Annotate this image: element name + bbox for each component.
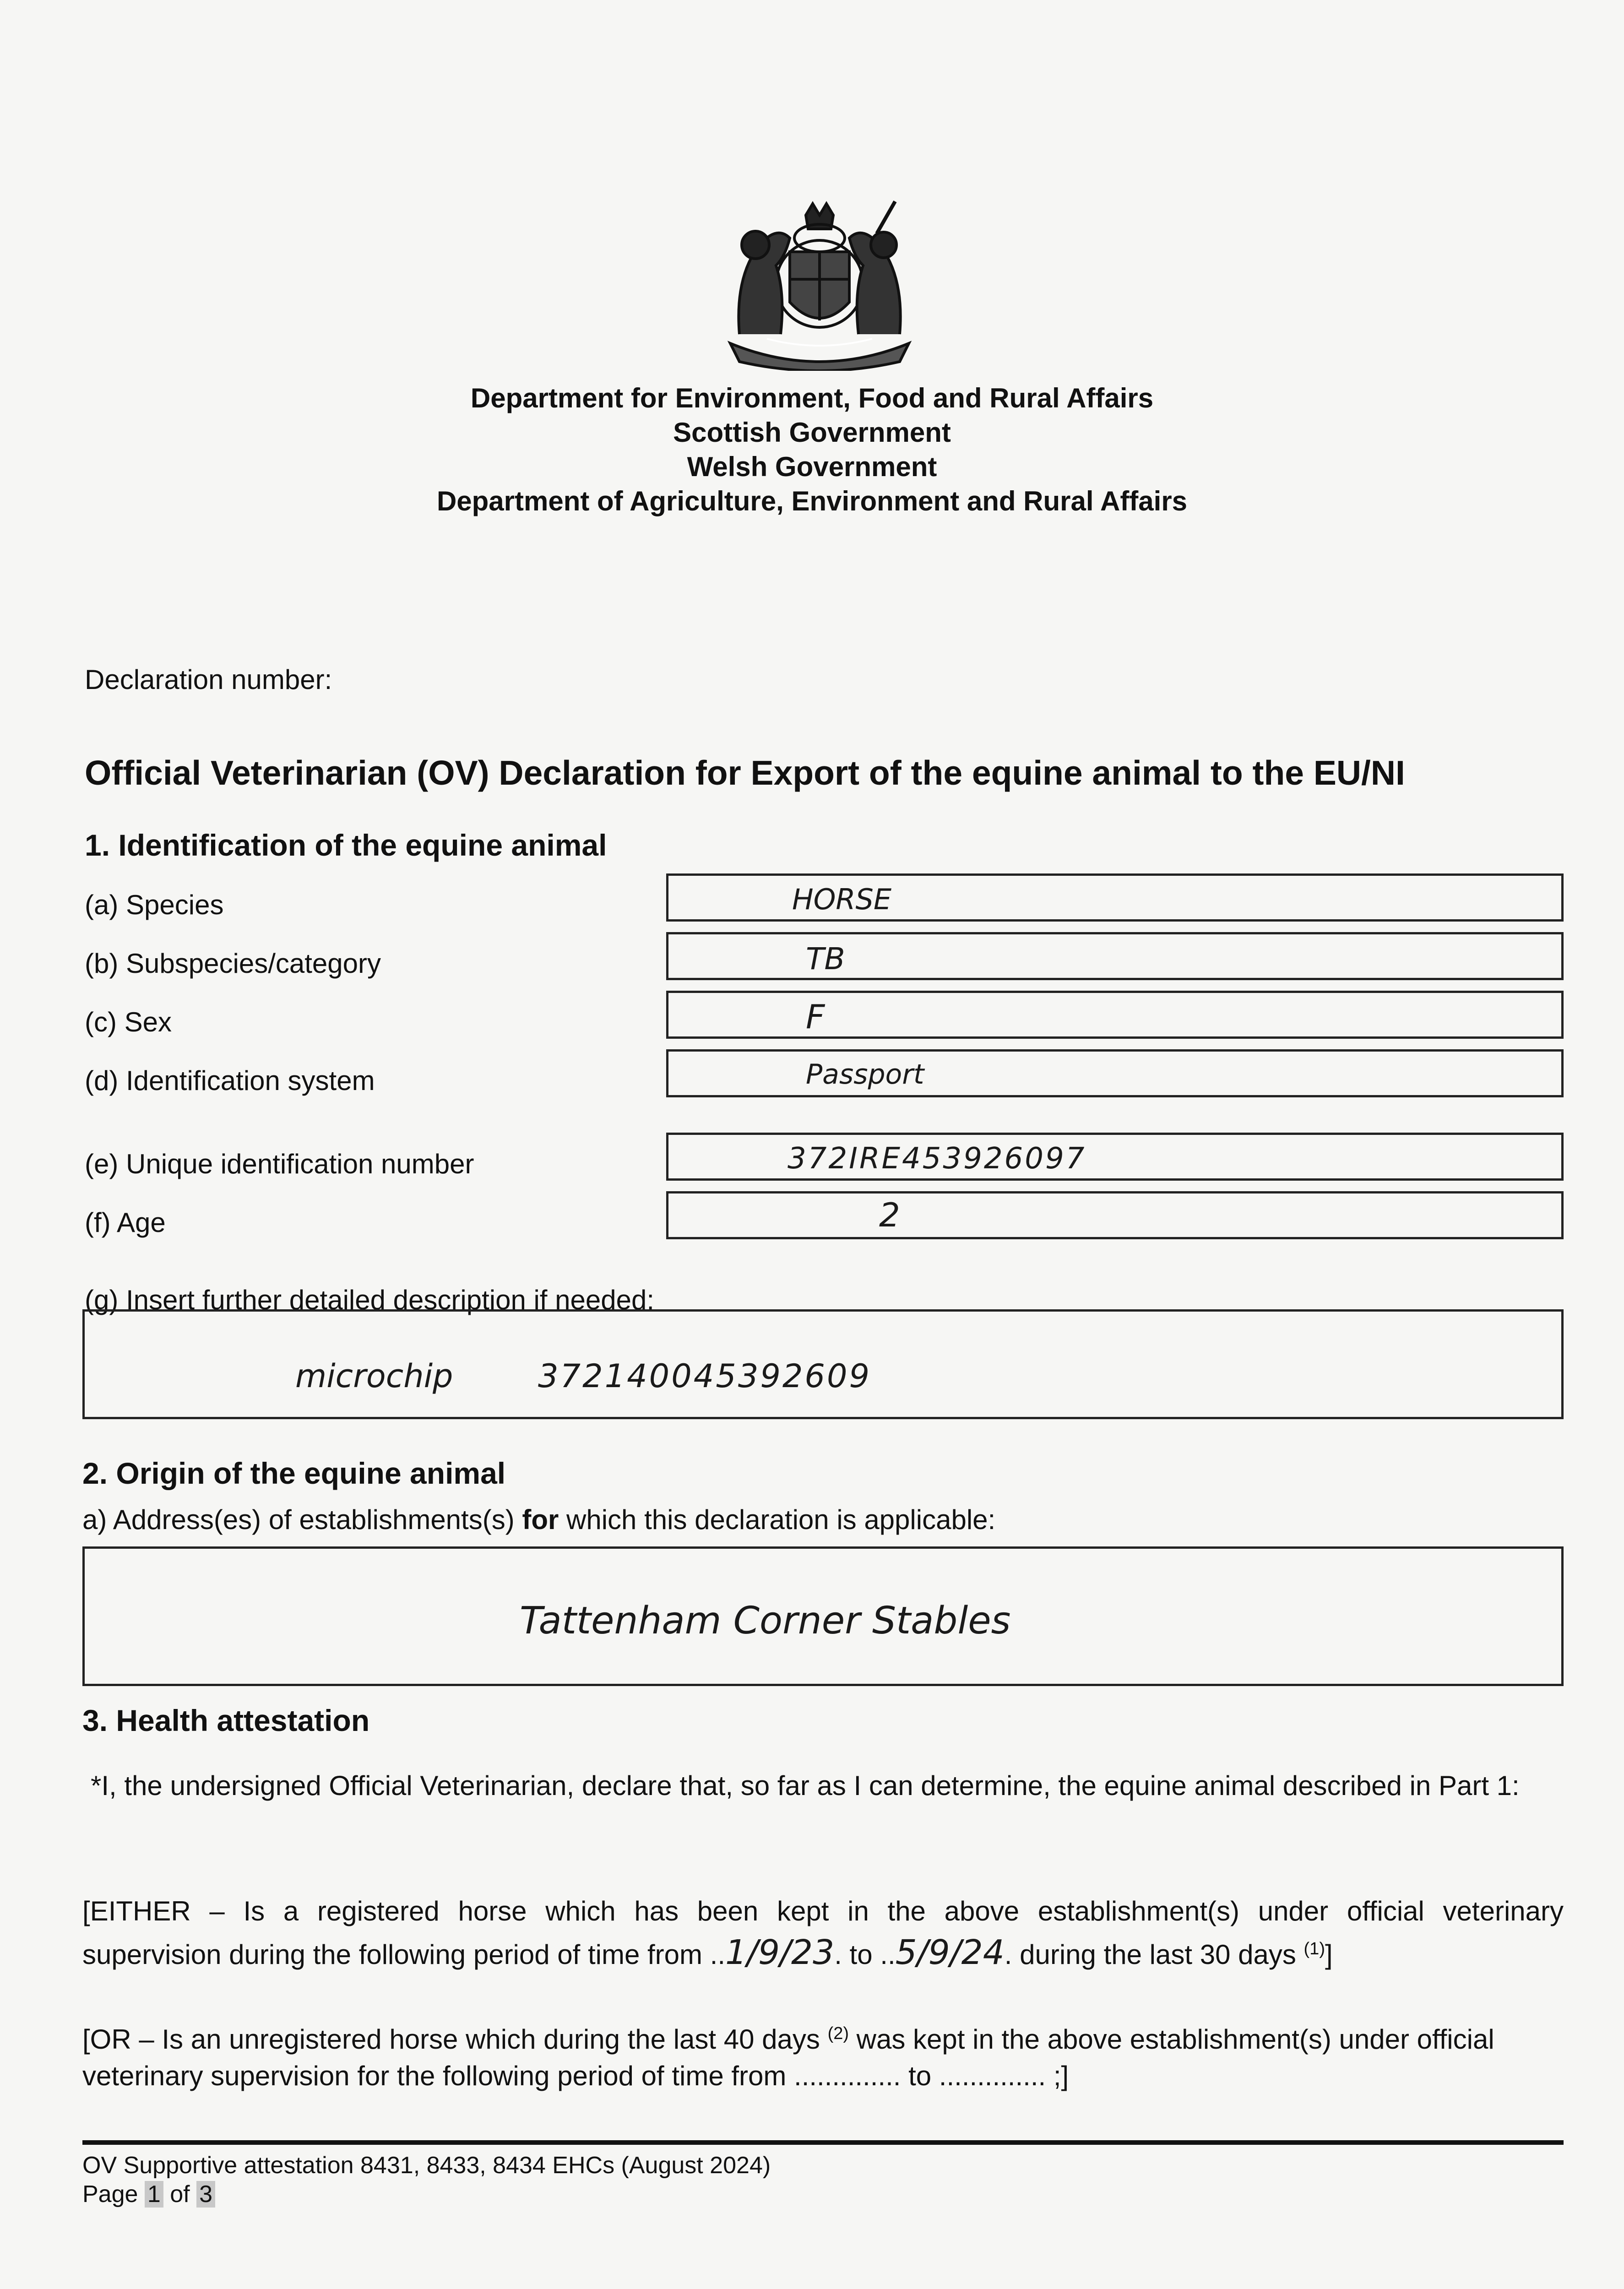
either-line2: supervision during the following period of time from ..1/9/23. to ..5/9/24. during the last 30 days $^{(1)}$]	[82, 1933, 1333, 1972]
species-field[interactable]	[666, 873, 1564, 922]
subspecies-value: TB	[806, 941, 845, 976]
species-label: (a) Species	[85, 890, 224, 920]
dept-daera: Department of Agriculture, Environment and Rural Affairs	[436, 486, 1188, 516]
footer-page-number: Page 1 of 3	[82, 2181, 215, 2208]
either-to-date: 5/9/24	[895, 1933, 1005, 1972]
age-value: 2	[879, 1196, 900, 1234]
dept-scottish-gov: Scottish Government	[673, 417, 951, 448]
or-line1: [OR – Is an unregistered horse which during the last 40 days $^{(2)}$ was kept in the above establishment(s) under official	[82, 2024, 1494, 2055]
sex-label: (c) Sex	[85, 1007, 172, 1037]
species-value: HORSE	[792, 883, 892, 916]
further-description-field[interactable]	[82, 1309, 1564, 1419]
dept-defra: Department for Environment, Food and Rural Affairs	[470, 383, 1154, 413]
section2-heading: 2. Origin of the equine animal	[82, 1456, 506, 1490]
either-line1: [EITHER – Is a registered horse which has been kept in the above establishment(s) under official veterinary	[82, 1896, 1564, 1926]
address-label: a) Address(es) of establishments(s) for which this declaration is applicable:	[82, 1504, 996, 1535]
unique-id-field[interactable]	[666, 1133, 1564, 1181]
identification-system-field[interactable]	[666, 1049, 1564, 1097]
unique-id-label: (e) Unique identification number	[85, 1149, 474, 1179]
further-description-label: (g) Insert further detailed description if needed:	[85, 1285, 655, 1315]
either-from-date: 1/9/23	[725, 1933, 835, 1972]
sex-field[interactable]	[666, 991, 1564, 1039]
health-intro: *I, the undersigned Official Veterinarian, declare that, so far as I can determine, the equine animal described in Part 1:	[91, 1770, 1520, 1801]
address-value: Tattenham Corner Stables	[520, 1599, 1011, 1643]
dept-welsh-gov: Welsh Government	[687, 451, 937, 482]
or-line2: veterinary supervision for the following period of time from .............. to .............. ;]	[82, 2061, 1069, 2091]
royal-coat-of-arms-icon	[712, 197, 927, 371]
unique-id-value: 372IRE453926097	[788, 1142, 1086, 1176]
address-field[interactable]	[82, 1546, 1564, 1686]
footer-rule	[82, 2140, 1564, 2145]
footer-attestation: OV Supportive attestation 8431, 8433, 8434 EHCs (August 2024)	[82, 2152, 771, 2179]
document-title: Official Veterinarian (OV) Declaration for Export of the equine animal to the EU/NI	[85, 754, 1405, 792]
subspecies-field[interactable]	[666, 932, 1564, 980]
identification-system-value: Passport	[806, 1058, 924, 1090]
further-description-word: microchip	[295, 1357, 453, 1395]
section1-heading: 1. Identification of the equine animal	[85, 828, 607, 862]
subspecies-label: (b) Subspecies/category	[85, 948, 381, 979]
declaration-number-label: Declaration number:	[85, 664, 332, 695]
sex-value: F	[806, 998, 825, 1036]
section3-heading: 3. Health attestation	[82, 1703, 370, 1737]
identification-system-label: (d) Identification system	[85, 1065, 375, 1096]
age-field[interactable]	[666, 1191, 1564, 1239]
further-description-number: 372140045392609	[538, 1357, 872, 1395]
age-label: (f) Age	[85, 1207, 166, 1238]
